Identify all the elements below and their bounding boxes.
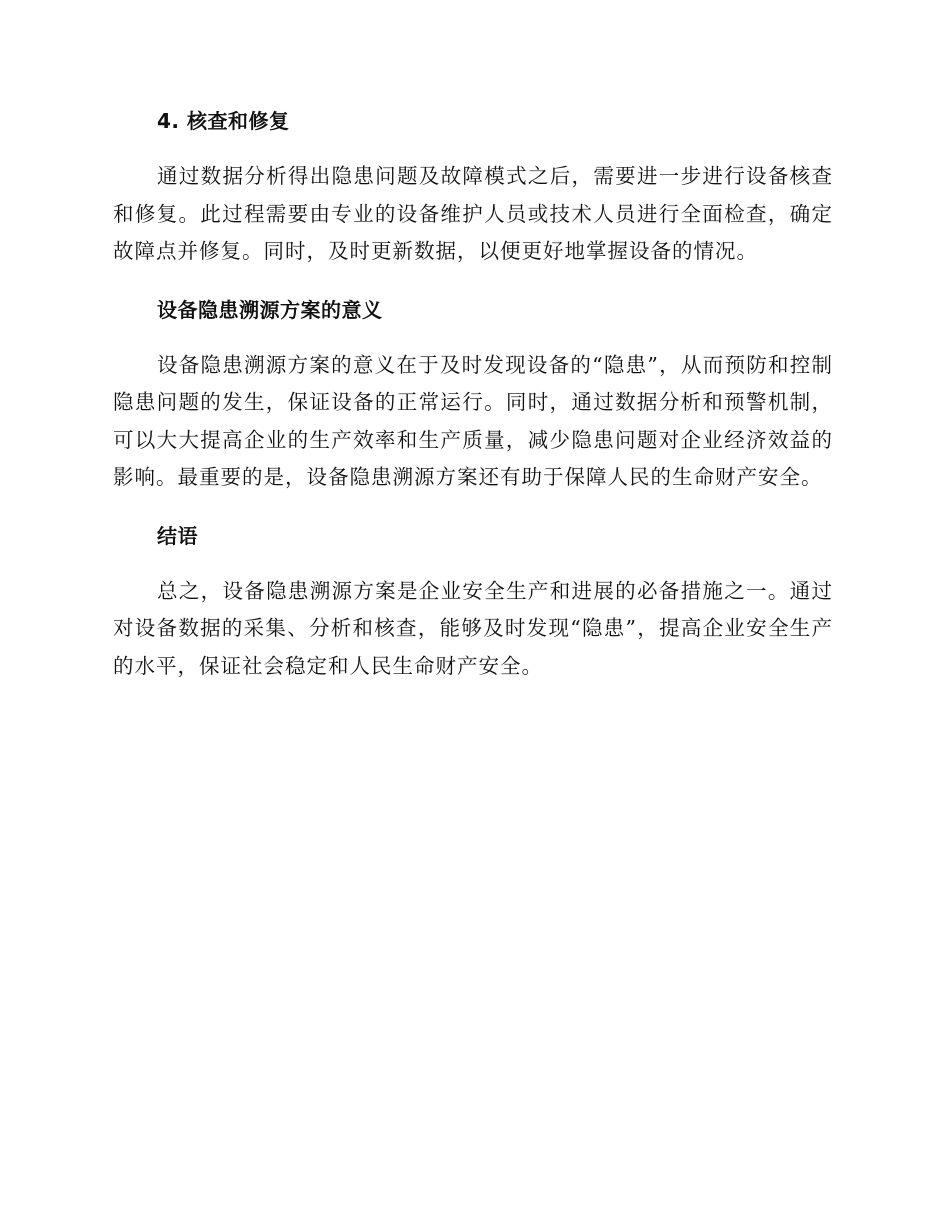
section-paragraph-conclusion: 总之，设备隐患溯源方案是企业安全生产和进展的必备措施之一。通过对设备数据的采集、分析和核查，能够及时发现“隐患”，提高企业安全生产的水平，保证社会稳定和人民生命财产安全。 xyxy=(113,578,833,678)
section-heading-significance: 设备隐患溯源方案的意义 xyxy=(157,297,383,322)
section-heading-conclusion: 结语 xyxy=(157,523,198,548)
document-body xyxy=(113,106,833,685)
section-paragraph-check-and-repair: 通过数据分析得出隐患问题及故障模式之后，需要进一步进行设备核查和修复。此过程需要由专业的设备维护人员或技术人员进行全面检查，确定故障点并修复。同时，及时更新数据，以便更好地掌握设备的情况。 xyxy=(113,164,833,263)
section-paragraph-significance: 设备隐患溯源方案的意义在于及时发现设备的“隐患”，从而预防和控制隐患问题的发生，保证设备的正常运行。同时，通过数据分析和预警机制，可以大大提高企业的生产效率和生产质量，减少隐患问题对企业经济效益的影响。最重要的是，设备隐患溯源方案还有助于保障人民的生命财产安全。 xyxy=(113,352,833,489)
section-heading-check-and-repair: 4. 核查和修复 xyxy=(157,109,290,133)
